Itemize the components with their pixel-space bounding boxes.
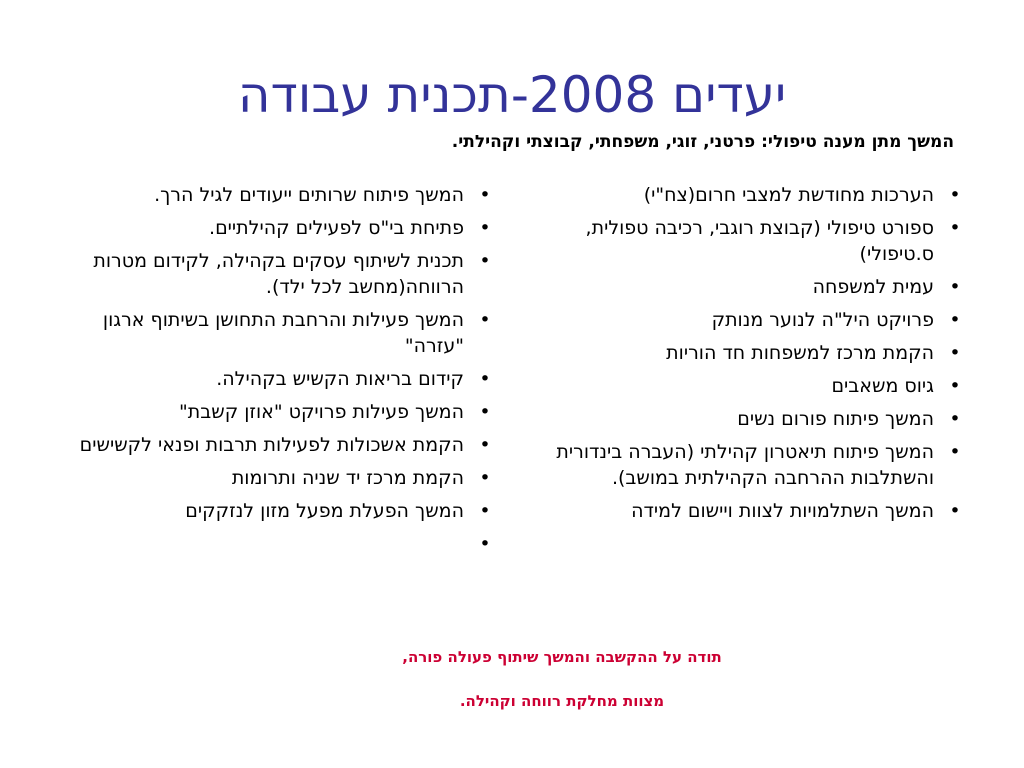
list-item [542, 439, 962, 491]
list-item [542, 215, 962, 267]
bullet-icon: • [479, 434, 491, 456]
list-item [542, 182, 962, 208]
slide-subtitle: המשך מתן מענה טיפולי: פרטני, זוגי, משפחתי, קבוצתי וקהילתי. [451, 132, 954, 152]
thanks-line-2: מצוות מחלקת רווחה וקהילה. [459, 692, 665, 710]
list-item [542, 498, 962, 524]
list-item-text: המשך פיתוח תיאטרון קהילתי (העברה בינדורית והשתלבות ההרחבה הקהילתית במושב). [556, 441, 934, 489]
list-item [72, 432, 492, 458]
list-item [72, 399, 492, 425]
bullet-icon: • [949, 441, 961, 463]
list-item [72, 531, 492, 557]
bullet-icon: • [479, 250, 491, 272]
list-item-text: פרויקט היל"ה לנוער מנותק [711, 309, 934, 331]
list-item-text: הקמת אשכולות לפעילות תרבות ופנאי לקשישים [79, 434, 464, 456]
slide-title: יעדים 2008-תכנית עבודה [237, 66, 787, 124]
list-item [72, 182, 492, 208]
bullet-icon: • [949, 309, 961, 331]
right-bullet-list [542, 182, 962, 531]
list-item-text: הקמת מרכז יד שניה ותרומות [231, 467, 464, 489]
list-item-text: תכנית לשיתוף עסקים בקהילה, לקידום מטרות הרווחה(מחשב לכל ילד). [93, 250, 464, 298]
list-item [72, 498, 492, 524]
list-item-text: עמית למשפחה [812, 276, 934, 298]
bullet-icon: • [479, 467, 491, 489]
list-item [542, 406, 962, 432]
list-item [72, 366, 492, 392]
bullet-icon: • [949, 276, 961, 298]
list-item-text: המשך הפעלת מפעל מזון לנזקקים [185, 500, 464, 522]
list-item-text: המשך השתלמויות לצוות ויישום למידה [631, 500, 934, 522]
list-item [542, 307, 962, 333]
bullet-icon: • [949, 342, 961, 364]
list-item [542, 274, 962, 300]
list-item-text: המשך פעילות והרחבת התחושן בשיתוף ארגון "עזרה" [102, 309, 464, 357]
list-item-text: המשך פיתוח פורום נשים [737, 408, 934, 430]
list-item [542, 373, 962, 399]
bullet-icon: • [479, 184, 491, 206]
bullet-icon: • [949, 184, 961, 206]
list-item [72, 215, 492, 241]
list-item-text: הערכות מחודשת למצבי חרום(צח"י) [643, 184, 934, 206]
bullet-icon: • [479, 533, 491, 555]
list-item-text: ספורט טיפולי (קבוצת רוגבי, רכיבה טפולית, ס.טיפולי) [585, 217, 934, 265]
thanks-line-1: תודה על ההקשבה והמשך שיתוף פעולה פורה, [402, 648, 722, 666]
list-item [542, 340, 962, 366]
bullet-icon: • [949, 217, 961, 239]
list-item-text: קידום בריאות הקשיש בקהילה. [216, 368, 464, 390]
bullet-icon: • [479, 309, 491, 331]
bullet-icon: • [479, 368, 491, 390]
left-bullet-list [72, 182, 492, 564]
list-item-text: המשך פעילות פרויקט "אוזן קשבת" [179, 401, 464, 423]
list-item [72, 307, 492, 359]
bullet-icon: • [479, 500, 491, 522]
list-item-text: גיוס משאבים [831, 375, 934, 397]
list-item-text: הקמת מרכז למשפחות חד הוריות [666, 342, 934, 364]
list-item-text: פתיחת בי"ס לפעילים קהילתיים. [209, 217, 464, 239]
bullet-icon: • [949, 375, 961, 397]
bullet-icon: • [479, 401, 491, 423]
bullet-icon: • [479, 217, 491, 239]
list-item [72, 465, 492, 491]
bullet-icon: • [949, 500, 961, 522]
list-item [72, 248, 492, 300]
bullet-icon: • [949, 408, 961, 430]
list-item-text: המשך פיתוח שרותים ייעודים לגיל הרך. [154, 184, 464, 206]
